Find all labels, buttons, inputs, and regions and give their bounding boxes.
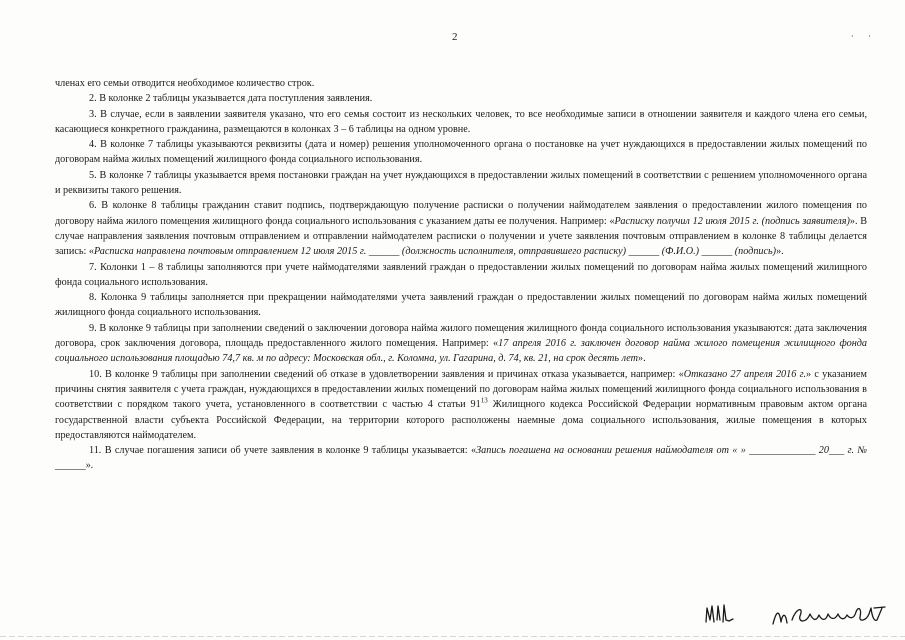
page-number: 2 <box>452 31 458 43</box>
paragraph-11-text-a: 11. В случае погашения записи об учете заявления в колонке 9 таблицы указывается: « <box>89 445 477 457</box>
paragraph-11-text-b: ». <box>85 460 94 472</box>
paragraph-9-example: 17 апреля 2016 г. заключен договор найма жилого помещения жилищного фонда социального использования площадью 74,7 кв. м по адресу: Московская обл., г. Коломна, ул. Гагарина, д. 74, кв. 21, на срок десять лет <box>55 338 867 365</box>
document-body <box>55 76 867 474</box>
paragraph-6-example-receipt: Расписку получил 12 июля 2015 г. (подпись заявителя) <box>614 215 850 227</box>
paragraph-10 <box>55 367 867 443</box>
paragraph-10-superscript: 13 <box>480 396 488 405</box>
paragraph-9-text-a: 9. В колонке 9 таблицы при заполнении сведений о заключении договора найма жилого помещения жилищного фонда социального использования указываются: дата заключения договора, срок заключения договора, площадь предоставленного жилого помещения. Например: « <box>55 322 867 350</box>
paragraph-6-text-a: 6. В колонке 8 таблицы гражданин ставит подпись, подтверждающую получение расписки о получении наймодателем заявления о предоставлении жилого помещения по договору найма жилого помещения жилищного фонда социального использования с указанием даты ее получения. Например: « <box>55 200 867 227</box>
paragraph-10-example: Отказано 27 апреля 2016 г. <box>683 368 806 380</box>
paragraph-6-example-postal: Расписка направлена почтовым отправлением 12 июля 2015 г. ______ (должность исполнителя, отправившего расписку) ______ (Ф.И.О.) ______ (подпись) <box>93 246 777 258</box>
paragraph-10-text-b: » с указанием причины снятия заявителя с учета граждан, нуждающихся в предоставлении жилых помещений по договорам найма жилых помещений жилищного фонда социального использования в соответствии с порядком такого учета, установленного в соответствии с частью 4 статьи 91 <box>55 368 867 411</box>
paragraph-4: 4. В колонке 7 таблицы указываются реквизиты (дата и номер) решения уполномоченного органа о постановке на учет нуждающихся в предоставлении жилых помещений по договорам найма жилых помещений жилищного фонда социального использования. <box>55 139 867 166</box>
paragraph-11-example: Запись погашена на основании решения наймодателя от « » _____________ 20___ г. № ______ <box>55 445 868 472</box>
paragraph-2: 2. В колонке 2 таблицы указывается дата поступления заявления. <box>89 93 373 105</box>
initials-signature-icon <box>702 600 738 626</box>
paragraph-3: 3. В случае, если в заявлении заявителя указано, что его семья состоит из нескольких человек, то все необходимые записи в отношении заявителя и каждого члена его семьи, касающиеся конкретного гражданина, размещаются в колонках 3 – 6 таблицы на одном уровне. <box>55 108 867 135</box>
paragraph-continuation: членах его семьи отводится необходимое количество строк. <box>55 78 315 89</box>
corner-marks: · · <box>850 31 877 41</box>
paragraph-6-text-b: ». В случае направления заявления почтовым отправлением и отправлении наймодателем расписки о получении и учете заявления почтовым отправлением в колонке 8 таблицы делается запись: « <box>55 215 868 258</box>
paragraph-5: 5. В колонке 7 таблицы указывается время постановки граждан на учет нуждающихся в предоставлении жилых помещений в соответствии с решением уполномоченного органа и реквизиты такого решения. <box>55 169 867 197</box>
paragraph-6 <box>55 198 867 259</box>
paragraph-10-text-c: Жилищного кодекса Российской Федерации нормативным правовым актом органа государственной власти субъекта Российской Федерации, на территории которого расположены наемные дома социального использования, жилые помещения в которых предоставляются наймодателем. <box>55 399 867 441</box>
paragraph-9-text-b: ». <box>638 353 646 365</box>
paragraph-11 <box>55 443 867 474</box>
paragraph-6-text-c: ». <box>776 246 784 258</box>
paragraph-9 <box>55 321 867 367</box>
scan-edge-line <box>0 636 905 637</box>
paragraph-7: 7. Колонки 1 – 8 таблицы заполняются при учете наймодателями заявлений граждан о предоставлении жилых помещений по договорам найма жилых помещений жилищного фонда социального использования. <box>55 261 867 288</box>
paragraph-8: 8. Колонка 9 таблицы заполняется при прекращении наймодателями учета заявлений граждан о предоставлении жилых помещений по договорам найма жилых помещений жилищного фонда социального использования. <box>55 292 867 319</box>
handwritten-signature-icon <box>770 602 888 628</box>
paragraph-10-text-a: 10. В колонке 9 таблицы при заполнении сведений об отказе в удовлетворении заявления и причинах отказа указывается, например: « <box>89 368 684 380</box>
